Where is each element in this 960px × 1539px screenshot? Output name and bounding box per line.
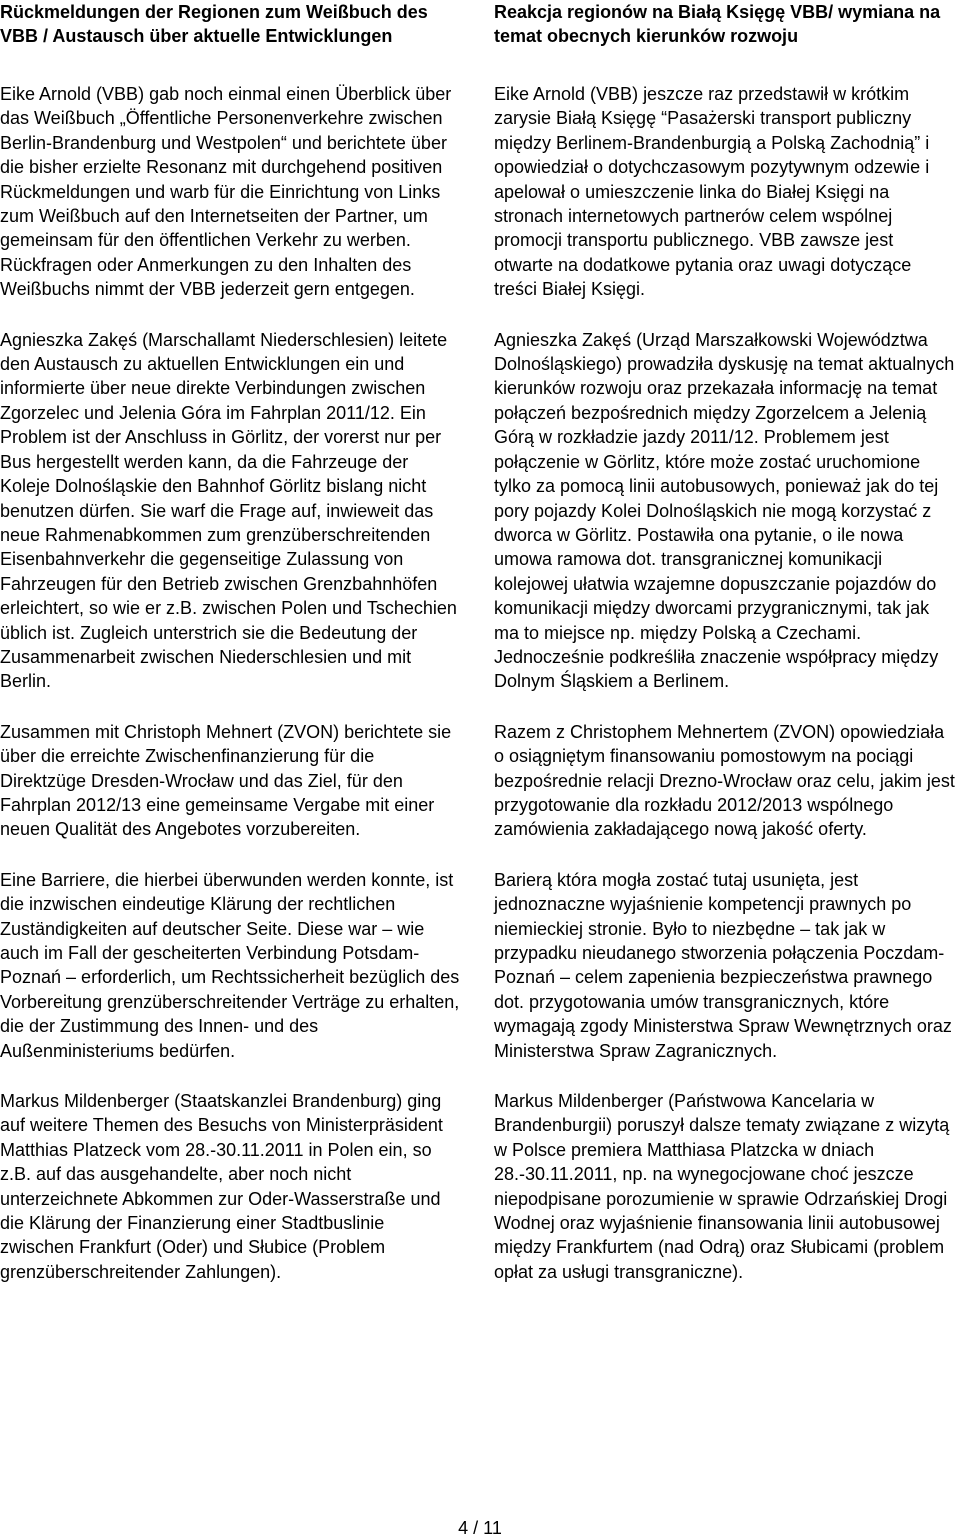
spacer <box>0 1063 462 1089</box>
german-paragraph-5: Markus Mildenberger (Staatskanzlei Brandenburg) ging auf weitere Themen des Besuchs von Ministerpräsident Matthias Platzeck vom 28.-30.11.2011 in Polen ein, so z.B. auf das ausgehandelte, aber noch nicht unterzeichnete Abkommen zur Oder-Wasserstraße und die Klärung der Finanzierung einer Stadtbuslinie zwischen Frankfurt (Oder) und Słubice (Problem grenzüberschreitender Zahlungen). <box>0 1091 443 1282</box>
spacer <box>0 48 462 82</box>
polish-paragraph-4: Barierą która mogła zostać tutaj usunięta, jest jednoznaczne wyjaśnienie kompetencji prawnych po niemieckiej stronie. Było to niezbędne – tak jak w przypadku nieudanego stworzenia połączenia Poczdam-Poznań – celem zapenienia bezpieczeństwa prawnego dot. przygotowania umów transgranicznych, które wymagają zgody Ministerstwa Spraw Wewnętrznych oraz Ministerstwa Spraw Zagranicznych. <box>494 869 952 1061</box>
spacer <box>0 694 462 720</box>
polish-heading: Reakcja regionów na Białą Księgę VBB/ wymiana na temat obecnych kierunków rozwoju <box>494 2 941 46</box>
german-column <box>0 0 462 1284</box>
polish-paragraph-3: Razem z Christophem Mehnertem (ZVON) opowiedziała o osiągniętym finansowaniu pomostowym na pociągi bezpośrednie relacji Drezno-Wrocław oraz celu, jakim jest przygotowanie dla rozkładu 2012/2013 wspólnego zamówienia zakładającego nową jakość oferty. <box>494 721 955 840</box>
spacer <box>494 302 956 328</box>
german-paragraph-3: Zusammen mit Christoph Mehnert (ZVON) berichtete sie über die erreichte Zwischenfinanzierung für die Direktzüge Dresden-Wrocław und das Ziel, für den Fahrplan 2012/13 eine gemeinsame Vergabe mit einer neuen Qualität des Angebotes vorzubereiten. <box>0 721 452 840</box>
spacer <box>494 48 956 82</box>
page-number: 4 / 11 <box>458 1518 502 1538</box>
polish-paragraph-1: Eike Arnold (VBB) jeszcze raz przedstawił w krótkim zarysie Białą Księgę “Pasażerski transport publiczny między Berlinem-Brandenburgią a Polską Zachodnią” i opowiedział o dotychczasowym pozytywnym odzewie i apelował o umieszczenie linka do Białej Księgi na stronach internetowych partnerów celem wspólnej promocji transportu publicznego. VBB zawsze jest otwarte na dodatkowe pytania oraz uwagi dotyczące treści Białej Księgi. <box>494 84 930 300</box>
spacer <box>0 842 462 868</box>
german-paragraph-4: Eine Barriere, die hierbei überwunden werden konnte, ist die inzwischen eindeutige Klärung der rechtlichen Zuständigkeiten auf deutscher Seite. Diese war – wie auch im Fall der gescheiterten Verbindung Potsdam-Poznań – erforderlich, um Rechtssicherheit bezüglich des Vorbereitung grenzüberschreitender Verträge zu erhalten, die der Zustimmung des Innen- und des Außenministeriums bedürfen. <box>0 869 460 1061</box>
polish-column <box>494 0 956 1284</box>
spacer <box>494 1063 956 1089</box>
polish-paragraph-5: Markus Mildenberger (Państwowa Kancelaria w Brandenburgii) poruszył dalsze tematy związane z wizytą w Polsce premiera Matthiasa Platzcka w dniach 28.-30.11.2011, np. na wynegocjowane choć jeszcze niepodpisane porozumienie w sprawie Odrzańskiej Drogi Wodnej oraz wyjaśnienie finansowania linii autobusowej między Frankfurtem (nad Odrą) oraz Słubicami (problem opłat za usługi transgraniczne). <box>494 1091 950 1282</box>
german-heading: Rückmeldungen der Regionen zum Weißbuch des VBB / Austausch über aktuelle Entwicklungen <box>0 2 428 46</box>
spacer <box>494 842 956 868</box>
spacer <box>494 694 956 720</box>
german-paragraph-1: Eike Arnold (VBB) gab noch einmal einen Überblick über das Weißbuch „Öffentliche Personenverkehre zwischen Berlin-Brandenburg und Westpolen“ und berichtete über die bisher erzielte Resonanz mit durchgehend positiven Rückmeldungen und warb für die Einrichtung von Links zum Weißbuch auf den Internetseiten der Partner, um gemeinsam für den öffentlichen Verkehr zu werben. Rückfragen oder Anmerkungen zu den Inhalten des Weißbuchs nimmt der VBB jederzeit gern entgegen. <box>0 84 452 300</box>
spacer <box>0 302 462 328</box>
polish-paragraph-2: Agnieszka Zakęś (Urząd Marszałkowski Województwa Dolnośląskiego) prowadziła dyskusję na temat aktualnych kierunków rozwoju oraz przekazała informację na temat połączeń bezpośrednich między Zgorzelcem a Jelenią Górą w rozkładzie jazdy 2011/12. Problemem jest połączenie w Görlitz, które może zostać uruchomione tylko za pomocą linii autobusowych, ponieważ jak do tej pory pojazdy Kolei Dolnośląskich nie mogą korzystać z dworca w Görlitz. Postawiła ona pytanie, o ile nowa umowa ramowa dot. transgranicznej komunikacji kolejowej ułatwia wzajemne dopuszczanie pojazdów do komunikacji między dworcami przygranicznymi, tak jak ma to miejsce np. między Polską a Czechami. Jednocześnie podkreśliła znaczenie współpracy między Dolnym Śląskiem a Berlinem. <box>494 329 955 692</box>
german-paragraph-2: Agnieszka Zakęś (Marschallamt Niederschlesien) leitete den Austausch zu aktuellen Entwicklungen ein und informierte über neue direkte Verbindungen zwischen Zgorzelec und Jelenia Góra im Fahrplan 2011/12. Ein Problem ist der Anschluss in Görlitz, der vorerst nur per Bus hergestellt werden kann, da die Fahrzeuge der Koleje Dolnośląskie den Bahnhof Görlitz bislang nicht benutzen dürfen. Sie warf die Frage auf, inwieweit das neue Rahmenabkommen zum grenzüberschreitenden Eisenbahnverkehr die gegenseitige Zulassung von Fahrzeugen für den Betrieb zwischen Grenzbahnhöfen erleichtert, so wie er z.B. zwischen Polen und Tschechien üblich ist. Zugleich unterstrich sie die Bedeutung der Zusammenarbeit zwischen Niederschlesien und mit Berlin. <box>0 329 457 692</box>
